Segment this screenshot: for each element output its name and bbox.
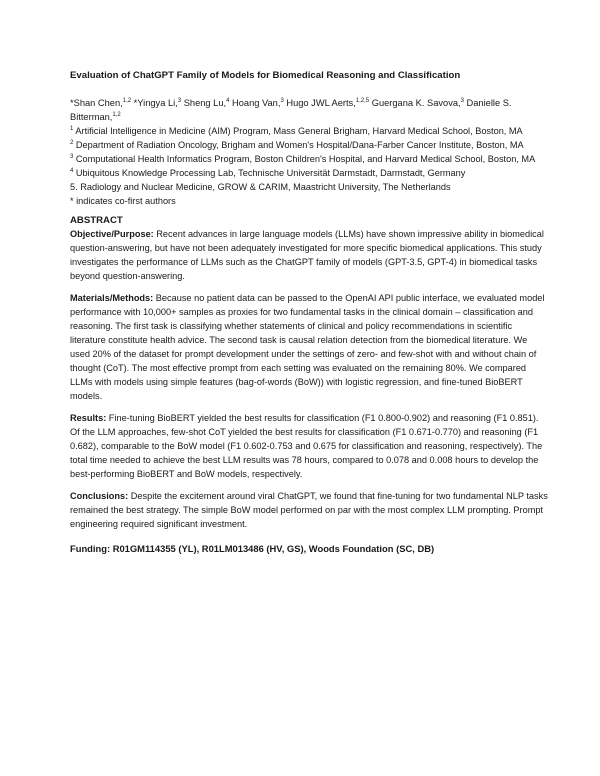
author: Guergana K. Savova,$^3$ <box>369 98 464 108</box>
author: Danielle S. Bitterman,$^{1,2}$ <box>70 98 512 122</box>
section-label: Results: <box>70 413 107 423</box>
cofirst-author-note: * indicates co-first authors <box>70 196 176 206</box>
paper-title: Evaluation of ChatGPT Family of Models for Biomedical Reasoning and Classification <box>70 70 461 81</box>
section-label: Materials/Methods: <box>70 293 154 303</box>
affiliation: 5. Radiology and Nuclear Medicine, GROW & CARIM, Maastricht University, The Netherlands <box>70 182 451 192</box>
author: Hugo JWL Aerts,$^{1,2,5}$ <box>283 98 370 108</box>
author: Sheng Lu,$^4$ <box>181 98 230 108</box>
section-label: Objective/Purpose: <box>70 229 154 239</box>
affiliation: $^1$ Artificial Intelligence in Medicine (AIM) Program, Mass General Brigham, Harvard Medical School, Boston, MA <box>70 126 523 136</box>
section-text: Fine-tuning BioBERT yielded the best results for classification (F1 0.800-0.902) and reasoning (F1 0.851). Of the LLM approaches, few-shot CoT yielded the best results for classification (F1 0.671-0.770) and reasoning (F1 0.682), comparable to the BoW model (F1 0.602-0.753 and 0.675 for classification and reasoning, respectively). The total time needed to achieve the best LLM results was 78 hours, compared to 0.078 and 0.008 hours to develop the best-performing BioBERT and BoW models, respectively. <box>70 413 543 479</box>
affiliation: $^2$ Department of Radiation Oncology, Brigham and Women's Hospital/Dana-Farber Cancer Institute, Boston, MA <box>70 140 524 150</box>
section-text: Despite the excitement around viral ChatGPT, we found that fine-tuning for two fundamental NLP tasks remained the best strategy. The simple BoW model performed on par with the most complex LLM prompting. Prompt engineering required significant investment. <box>70 491 548 529</box>
affiliation: $^3$ Computational Health Informatics Program, Boston Children's Hospital, and Harvard Medical School, Boston, MA <box>70 154 536 164</box>
abstract-section-conclusions <box>70 489 548 531</box>
abstract-section-results <box>70 411 548 481</box>
section-text: Recent advances in large language models (LLMs) have shown impressive ability in biomedical question-answering, but have not been adequately investigated for more specific biomedical applications. This study investigates the performance of LLMs such as the ChatGPT family of models (GPT-3.5, GPT-4) in biomedical tasks beyond question-answering. <box>70 229 544 281</box>
funding-statement: Funding: R01GM114355 (YL), R01LM013486 (HV, GS), Woods Foundation (SC, DB) <box>70 543 435 554</box>
author: *Yingya Li,$^3$ <box>131 98 182 108</box>
author: Hoang Van,$^3$ <box>229 98 284 108</box>
section-text: Because no patient data can be passed to the OpenAI API public interface, we evaluated model performance with 10,000+ samples as proxies for two fundamental tasks in the clinical domain – classification and reasoning. The first task is classifying whether statements of clinical and policy recommendations in scientific literature constitute health advice. The second task is causal relation detection from the biomedical literature. We used 20% of the dataset for prompt development under the settings of zero- and few-shot with and without chain of thought (CoT). The most effective prompt from each setting was evaluated on the remaining 80%. We compared LLMs with models using simple features (bag-of-words (BoW)) with logistic regression, and fine-tuned BioBERT models. <box>70 293 545 401</box>
affiliation: $^4$ Ubiquitous Knowledge Processing Lab, Technische Universität Darmstadt, Darmstadt, Germany <box>70 168 466 178</box>
section-label: Conclusions: <box>70 491 129 501</box>
abstract-heading: ABSTRACT <box>70 215 123 226</box>
abstract-section-methods <box>70 291 548 403</box>
author: *Shan Chen,$^{1,2}$ <box>70 98 132 108</box>
abstract-section-objective <box>70 227 548 283</box>
paper-page <box>70 60 548 554</box>
author-list <box>70 96 548 124</box>
